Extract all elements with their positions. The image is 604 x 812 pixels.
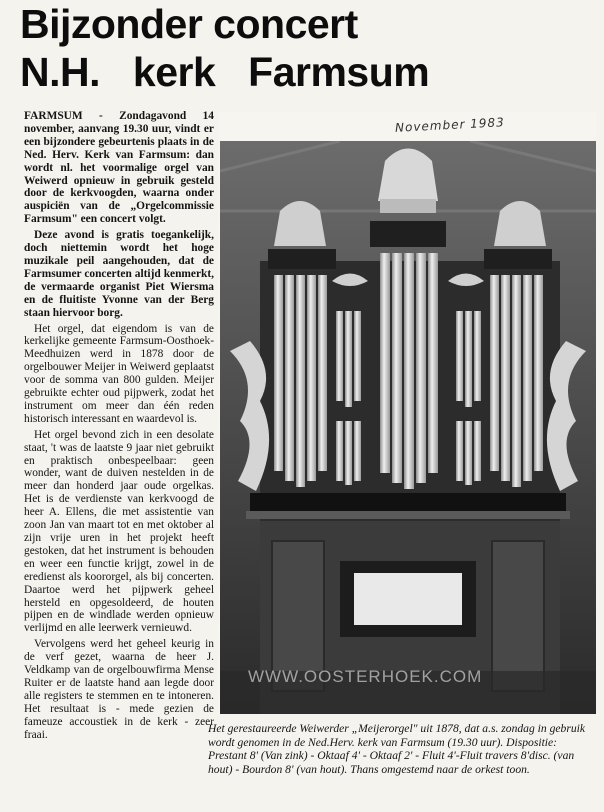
article-body xyxy=(24,110,214,745)
article-paragraph-1: FARMSUM - Zondagavond 14 november, aanvang 19.30 uur, vindt er een bijzondere gebeurtenis plaats in de Ned. Herv. Kerk van Farmsum: dan wordt nl. het voormalige orgel van Weiwerd opnieuw in gebruik gesteld door de kerkvoogden, waarna onder auspiciën van de „Orgelcommissie Farmsum" een concert volgt. xyxy=(24,110,214,226)
article-paragraph-2: Deze avond is gratis toegankelijk, doch niettemin wordt het hoge muzikale peil aangehouden, dat de Farmsumer concerten altijd kenmerkt, de vermaarde organist Piet Wiersma en de fluitiste Yvonne van der Berg staan hiervoor borg. xyxy=(24,229,214,319)
organ-photo xyxy=(220,141,596,714)
organ-illustration xyxy=(220,141,596,714)
handwritten-date: November 1983 xyxy=(394,115,506,135)
headline xyxy=(20,0,430,96)
website-watermark: WWW.OOSTERHOEK.COM xyxy=(248,667,483,686)
headline-line-1: Bijzonder concert xyxy=(20,1,358,47)
article-paragraph-3: Het orgel, dat eigendom is van de kerkelijke gemeente Farmsum-Oosthoek-Meedhuizen werd in 1878 door de orgelbouwer Meijer in Weiwerd geplaatst voor de somma van 800 gulden. Meijer gebruikte echter oud pijpwerk, zodat het instrument om meer dan één reden historisch interessant en waardevol is. xyxy=(24,322,214,425)
photo-caption: Het gerestaureerde Weiwerder „Meijerorgel" uit 1878, dat a.s. zondag in gebruik wordt genomen in de Ned.Herv. kerk van Farmsum (19.30 uur). Dispositie: Prestant 8' (Van zink) - Oktaaf 4' - Oktaaf 2' - Fluit 4'-Fluit travers 8'disc. (van hout) - Bourdon 8' (van hout). Thans omgestemd naar de orkest toon. xyxy=(208,722,585,776)
article-paragraph-5: Vervolgens werd het geheel keurig in de verf gezet, waarna de heer J. Veldkamp van de orgelbouwfirma Mense Ruiter er de laatste hand aan legde door alle registers te stemmen en te intoneren. Het resultaat is - mede gezien de fameuze accoustiek in de kerk - zeer fraai. xyxy=(24,638,214,741)
headline-line-2: N.H. kerk Farmsum xyxy=(20,49,430,95)
article-paragraph-4: Het orgel bevond zich in een desolate staat, 't was de laatste 9 jaar niet gebruikt en praktisch onbespeelbaar: geen wonder, want de duiven nestelden in de meer dan honderd jaar oude orgelkas. Het is de verdienste van kerkvoogd de heer A. Ellens, die met assistentie van zoon Jan van maart tot en met oktober al zijn vrije uren in het projekt heeft gestoken, dat het instrument is behouden en weer een functie krijgt, zowel in de eredienst als koororgel, als bij concerten. Daartoe werd het pijpwerk geheel hersteld en opgesoldeerd, de houten pijpen en de windlade werden opnieuw verlijmd en alle leerwerk vernieuwd. xyxy=(24,428,214,635)
